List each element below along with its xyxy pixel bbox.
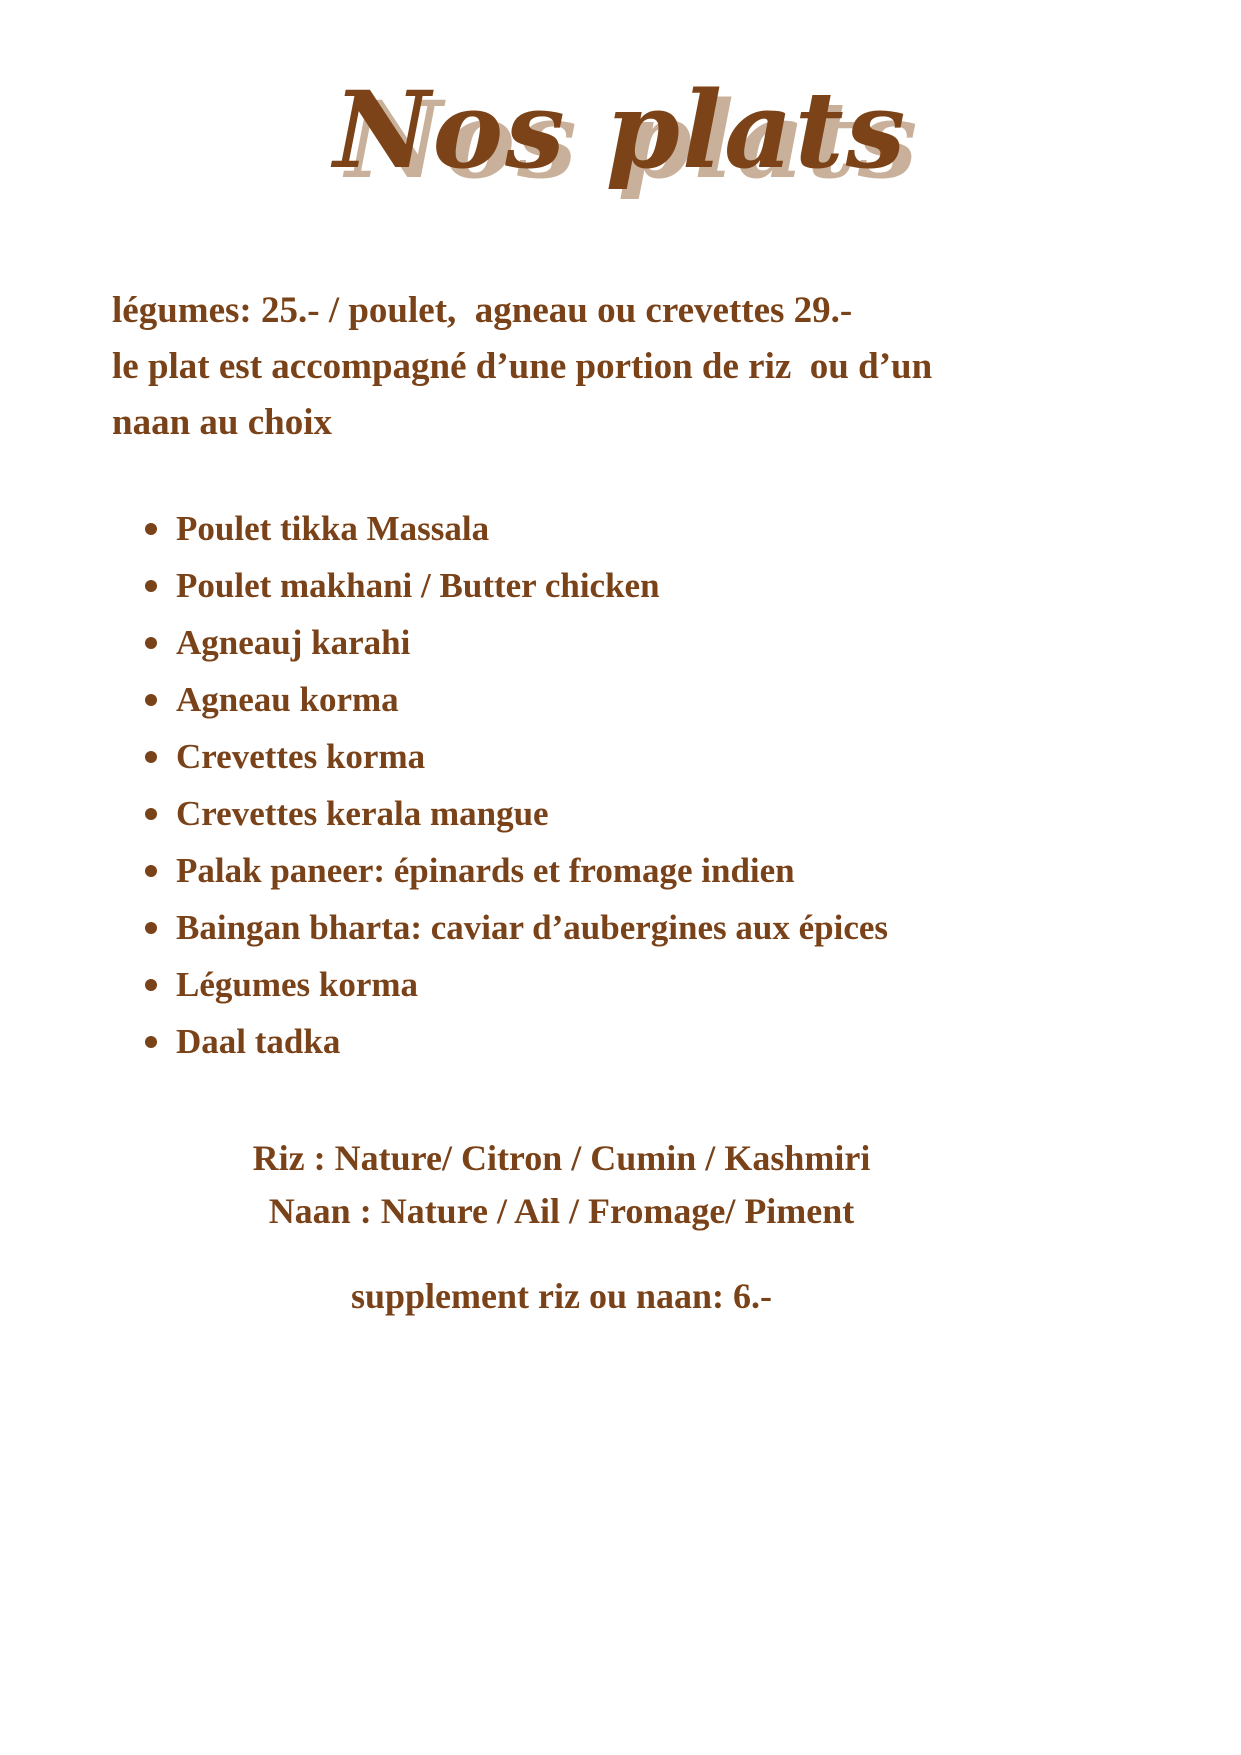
dish-item <box>145 853 1011 889</box>
naan-options-line: Naan : Nature / Ail / Fromage/ Piment <box>268 1191 855 1232</box>
bullet-icon <box>145 1036 157 1048</box>
bullet-icon <box>145 694 157 706</box>
dish-label: Palak paneer: épinards et fromage indien <box>176 851 795 891</box>
dish-item <box>145 511 1011 547</box>
bullet-icon <box>145 808 157 820</box>
supplement-line: supplement riz ou naan: 6.- <box>350 1276 773 1317</box>
rice-options-line: Riz : Nature/ Citron / Cumin / Kashmiri <box>252 1138 871 1179</box>
dish-item <box>145 910 1011 946</box>
dish-label: Daal tadka <box>176 1022 341 1062</box>
bullet-icon <box>145 523 157 535</box>
dish-item <box>145 739 1011 775</box>
bullet-icon <box>145 922 157 934</box>
dish-item <box>145 625 1011 661</box>
dish-item <box>145 1024 1011 1060</box>
dish-label: Crevettes kerala mangue <box>176 794 549 834</box>
dish-label: Légumes korma <box>176 965 419 1005</box>
dish-label: Crevettes korma <box>176 737 426 777</box>
intro-line-choice: naan au choix <box>112 402 333 444</box>
bullet-icon <box>145 865 157 877</box>
dish-label: Baingan bharta: caviar d’aubergines aux épices <box>176 908 889 948</box>
menu-content <box>0 283 1241 1317</box>
intro-line-prices: légumes: 25.- / poulet, agneau ou crevettes 29.- <box>112 290 853 332</box>
dish-item <box>145 796 1011 832</box>
dish-label: Poulet tikka Massala <box>176 509 490 549</box>
bullet-icon <box>145 751 157 763</box>
bullet-icon <box>145 580 157 592</box>
dish-label: Agneauj karahi <box>176 623 411 663</box>
dish-label: Agneau korma <box>176 680 399 720</box>
intro-line-accompaniment: le plat est accompagné d’une portion de riz ou d’un <box>112 346 933 388</box>
bullet-icon <box>145 979 157 991</box>
dish-list <box>145 511 1011 1060</box>
dish-item <box>145 568 1011 604</box>
bullet-icon <box>145 637 157 649</box>
dish-item <box>145 967 1011 1003</box>
dish-item <box>145 682 1011 718</box>
page-title: Nos plats <box>333 67 908 192</box>
intro-paragraph <box>112 283 1011 451</box>
dish-label: Poulet makhani / Butter chicken <box>176 566 660 606</box>
sides-block <box>112 1132 1011 1238</box>
